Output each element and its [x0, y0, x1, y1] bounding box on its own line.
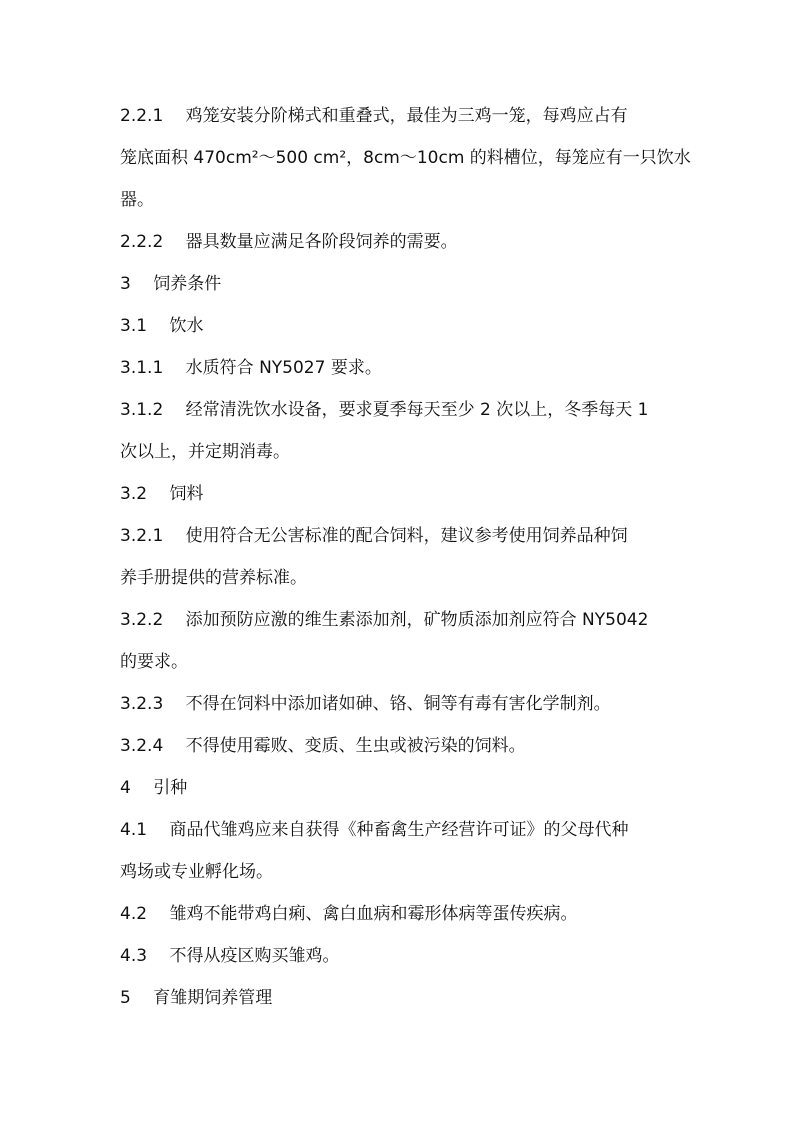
subsection-heading	[120, 478, 680, 520]
line-text: 3.1.1 水质符合 NY5027 要求。	[120, 358, 382, 378]
line-text: 3.2.3 不得在饲料中添加诸如砷、铬、铜等有毒有害化学制剂。	[120, 694, 611, 714]
line-text: 2.2.1 鸡笼安装分阶梯式和重叠式，最佳为三鸡一笼，每鸡应占有	[120, 106, 628, 126]
document-body	[120, 100, 691, 1024]
line-text: 3.2.1 使用符合无公害标准的配合饲料，建议参考使用饲养品种饲	[120, 526, 628, 546]
text-line	[120, 520, 680, 562]
text-line	[120, 688, 680, 730]
text-line	[120, 814, 680, 856]
text-line	[120, 730, 680, 772]
subsection-heading	[120, 310, 680, 352]
section-heading	[120, 982, 680, 1024]
line-text: 4.1 商品代雏鸡应来自获得《种畜禽生产经营许可证》的父母代种	[120, 820, 629, 840]
line-text: 3.1.2 经常清洗饮水设备，要求夏季每天至少 2 次以上，冬季每天 1	[120, 400, 649, 420]
line-text: 5 育雏期饲养管理	[120, 988, 273, 1008]
line-text: 3.1 饮水	[120, 316, 204, 336]
text-line	[120, 436, 680, 478]
line-text: 3.2.2 添加预防应激的维生素添加剂，矿物质添加剂应符合 NY5042	[120, 610, 649, 630]
line-text: 次以上，并定期消毒。	[120, 442, 290, 462]
line-text: 3.2 饲料	[120, 484, 204, 504]
line-text: 2.2.2 器具数量应满足各阶段饲养的需要。	[120, 232, 458, 252]
text-line	[120, 184, 680, 226]
line-text: 器。	[120, 190, 154, 210]
line-text: 4 引种	[120, 778, 188, 798]
text-line	[120, 394, 680, 436]
text-line	[120, 646, 680, 688]
line-text: 4.3 不得从疫区购买雏鸡。	[120, 946, 340, 966]
line-text: 鸡场或专业孵化场。	[120, 862, 273, 882]
line-text: 的要求。	[120, 652, 188, 672]
text-line	[120, 898, 680, 940]
text-line	[120, 100, 680, 142]
text-line	[120, 142, 691, 184]
line-text: 3 饲养条件	[120, 274, 222, 294]
text-line	[120, 352, 680, 394]
line-text: 养手册提供的营养标准。	[120, 568, 307, 588]
line-text: 笼底面积 470cm²～500 cm²，8cm～10cm 的料槽位，每笼应有一只饮水	[120, 148, 691, 168]
text-line	[120, 226, 680, 268]
text-line	[120, 856, 680, 898]
section-heading	[120, 772, 680, 814]
line-text: 3.2.4 不得使用霉败、变质、生虫或被污染的饲料。	[120, 736, 526, 756]
text-line	[120, 940, 680, 982]
text-line	[120, 604, 680, 646]
section-heading	[120, 268, 680, 310]
line-text: 4.2 雏鸡不能带鸡白痢、禽白血病和霉形体病等蛋传疾病。	[120, 904, 578, 924]
text-line	[120, 562, 680, 604]
